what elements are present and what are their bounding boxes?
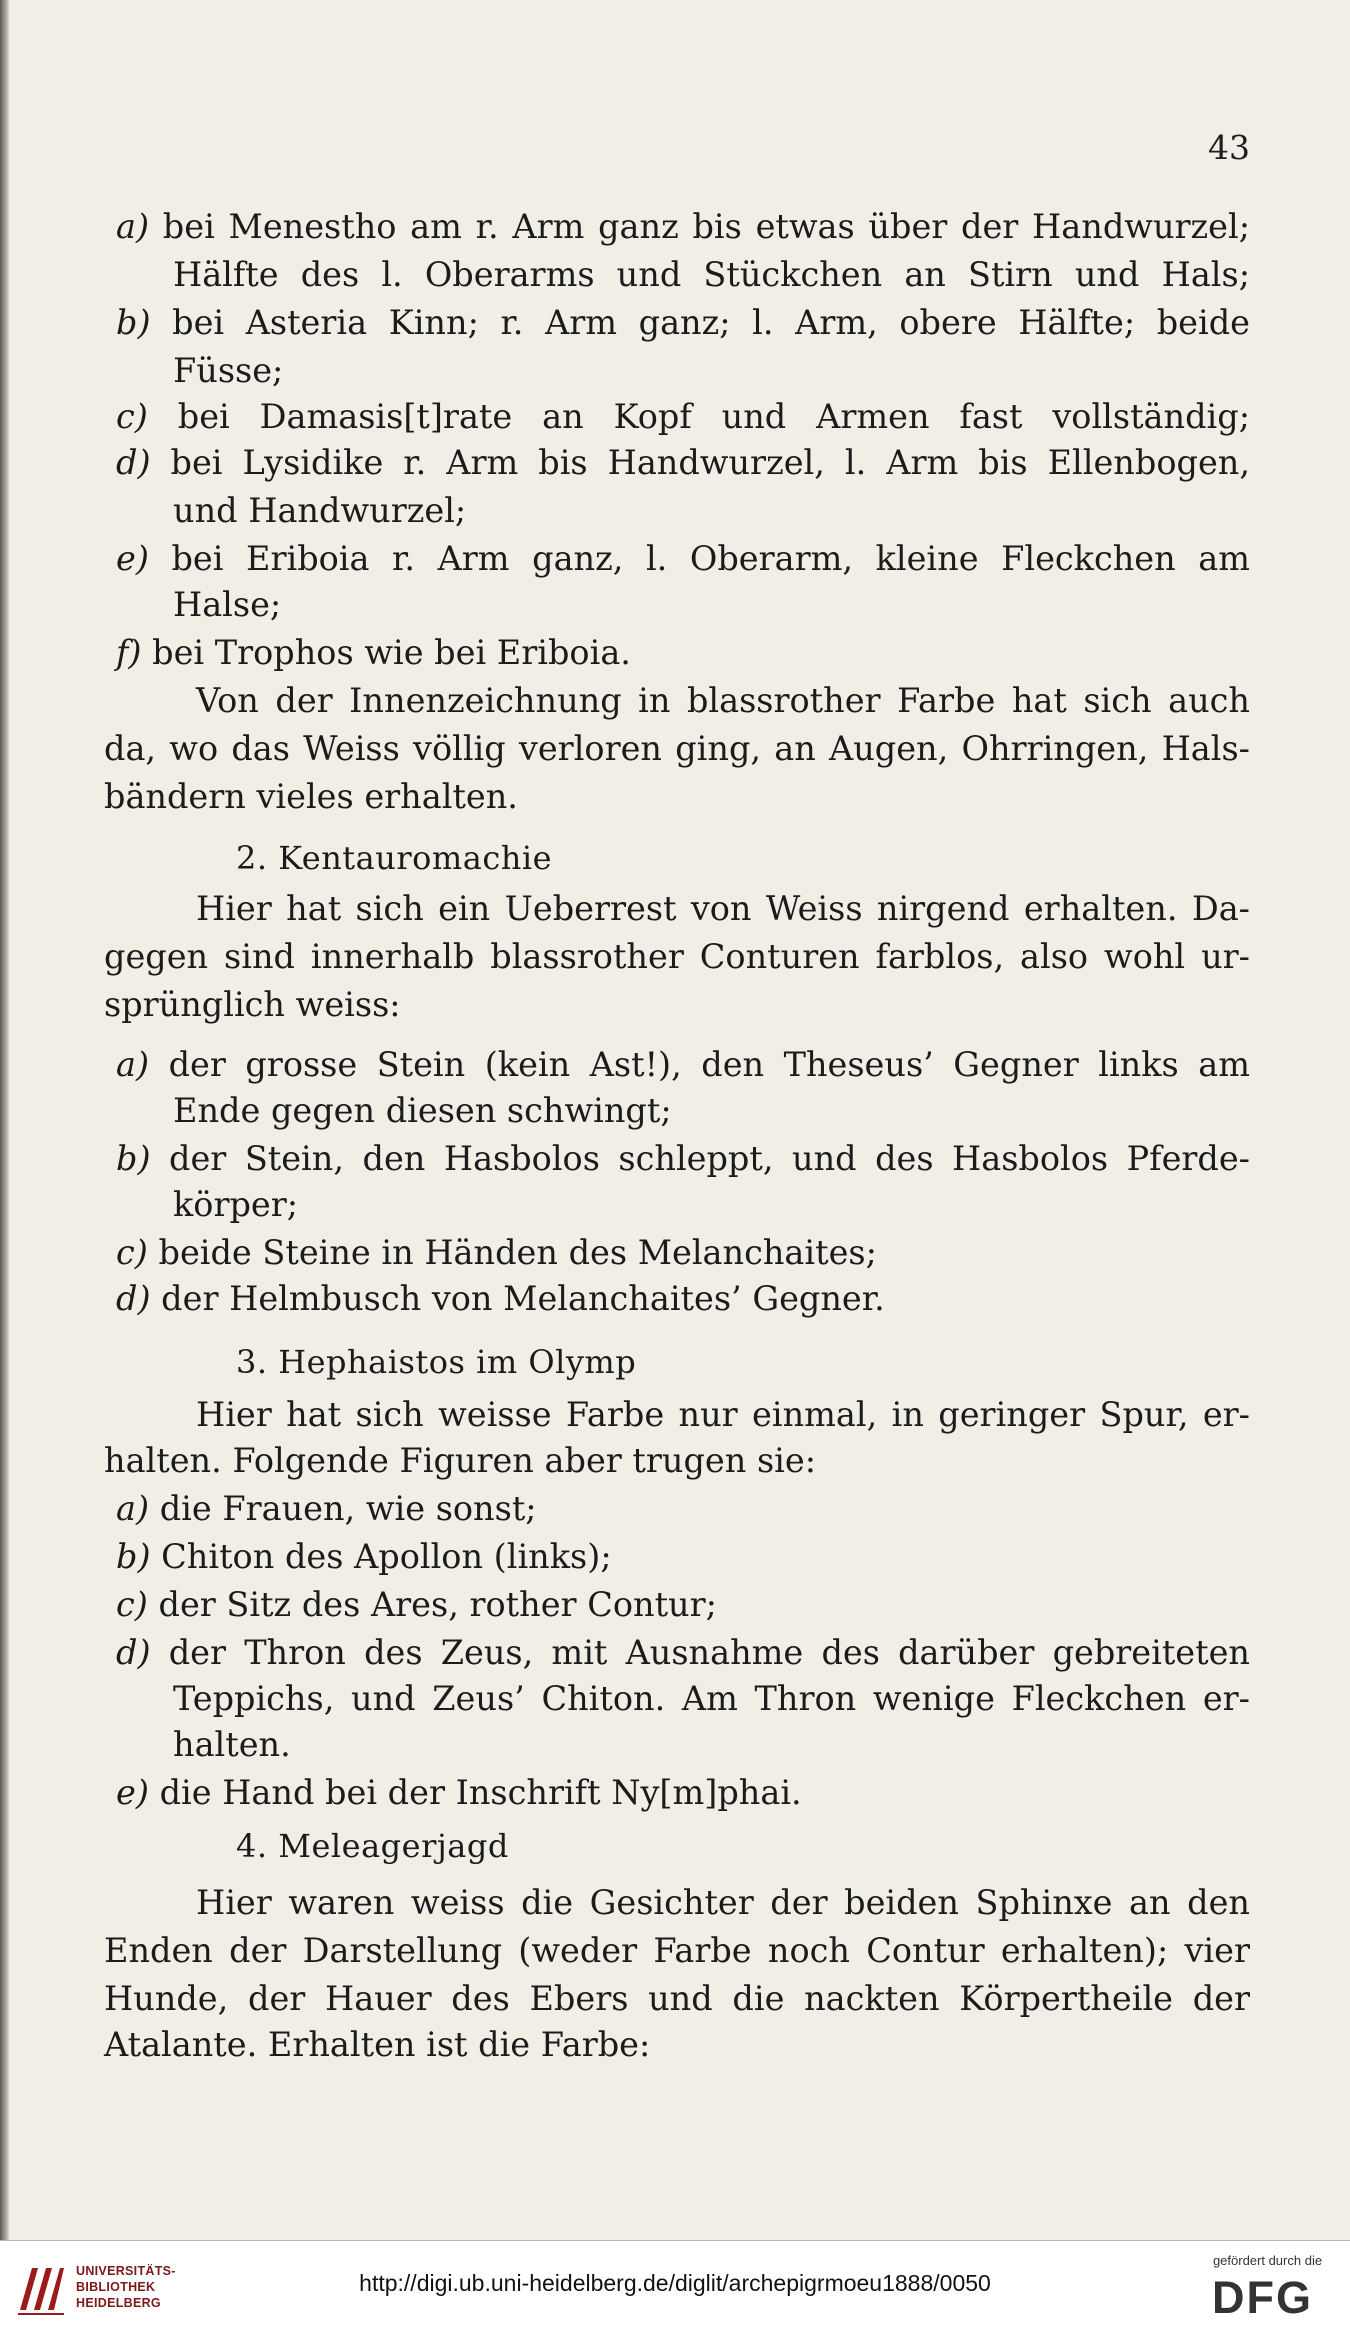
funding-caption: gefördert durch die xyxy=(1212,2253,1323,2268)
list-item-label: f) xyxy=(116,633,142,672)
text-line xyxy=(173,585,282,624)
text-line xyxy=(196,889,1250,928)
list-item xyxy=(116,1233,877,1272)
institution-line-3: HEIDELBERG xyxy=(76,2296,161,2310)
list-item-label: a) xyxy=(116,207,150,246)
line-text: bei Asteria Kinn; r. Arm ganz; l. Arm, obere Hälfte; beide xyxy=(172,303,1250,342)
line-text: bei Trophos wie bei Eriboia. xyxy=(152,633,631,672)
line-text: 2. Kentauromachie xyxy=(236,839,553,877)
list-item-label: c) xyxy=(116,1585,148,1624)
list-item-label: d) xyxy=(116,1633,151,1672)
line-text: Enden der Darstellung (weder Farbe noch Contur erhalten); vier xyxy=(104,1931,1250,1970)
line-text: Hier hat sich weisse Farbe nur einmal, in geringer Spur, er- xyxy=(196,1395,1250,1434)
list-item-label: d) xyxy=(116,443,151,482)
line-text: Hier waren weiss die Gesichter der beiden Sphinxe an den xyxy=(196,1883,1250,1922)
line-text: Füsse; xyxy=(173,351,284,390)
line-text: Ende gegen diesen schwingt; xyxy=(173,1091,672,1130)
line-text: Hier hat sich ein Ueberrest von Weiss nirgend erhalten. Da- xyxy=(196,889,1250,928)
list-item xyxy=(116,1773,802,1812)
line-text: die Hand bei der Inschrift Ny[m]phai. xyxy=(159,1773,802,1812)
list-item xyxy=(116,443,1250,482)
line-text: bändern vieles erhalten. xyxy=(104,777,518,816)
line-text: 4. Meleagerjagd xyxy=(236,1827,509,1865)
line-text: sprünglich weiss: xyxy=(104,985,401,1024)
list-item xyxy=(116,1279,885,1318)
permalink-url[interactable]: http://digi.ub.uni-heidelberg.de/diglit/archepigrmoeu1888/0050 xyxy=(359,2270,991,2296)
list-item xyxy=(116,1139,1250,1178)
line-text: beide Steine in Händen des Melanchaites; xyxy=(158,1233,877,1272)
line-text: gegen sind innerhalb blassrother Conturen farblos, also wohl ur- xyxy=(104,937,1250,976)
line-text: halten. Folgende Figuren aber trugen sie: xyxy=(104,1441,816,1480)
line-text: 3. Hephaistos im Olymp xyxy=(236,1343,637,1381)
text-line xyxy=(173,255,1250,294)
list-item-label: c) xyxy=(116,397,148,436)
text-line xyxy=(173,491,467,530)
line-text: Halse; xyxy=(173,585,282,624)
line-text: bei Menestho am r. Arm ganz bis etwas über der Handwurzel; xyxy=(162,207,1251,246)
section-heading xyxy=(236,1343,637,1381)
list-item xyxy=(116,539,1250,578)
institution-line-2: BIBLIOTHEK xyxy=(76,2280,156,2294)
line-text: Chiton des Apollon (links); xyxy=(161,1537,612,1576)
list-item xyxy=(116,1045,1250,1084)
line-text: und Handwurzel; xyxy=(173,491,467,530)
line-text: der Stein, den Hasbolos schleppt, und des Hasbolos Pferde- xyxy=(169,1139,1250,1178)
list-item-label: d) xyxy=(116,1279,151,1318)
list-item xyxy=(116,633,631,672)
line-text: Atalante. Erhalten ist die Farbe: xyxy=(104,2025,651,2064)
line-text: Hunde, der Hauer des Ebers und die nackten Körpertheile der xyxy=(104,1979,1250,2018)
text-line xyxy=(104,2025,651,2064)
list-item xyxy=(116,1585,717,1624)
text-line xyxy=(196,1883,1250,1922)
line-text: die Frauen, wie sonst; xyxy=(159,1489,537,1528)
list-item xyxy=(116,1537,612,1576)
text-line xyxy=(104,985,401,1024)
text-line xyxy=(173,1185,299,1224)
line-text: halten. xyxy=(173,1725,291,1764)
list-item xyxy=(116,1633,1250,1672)
list-item-label: a) xyxy=(116,1045,150,1084)
list-item-label: e) xyxy=(116,1773,149,1812)
list-item xyxy=(116,207,1251,246)
text-line xyxy=(173,1091,672,1130)
line-text: Hälfte des l. Oberarms und Stückchen an Stirn und Hals; xyxy=(173,255,1250,294)
text-line xyxy=(104,1931,1250,1970)
text-line xyxy=(104,1979,1250,2018)
dfg-logo: DFG xyxy=(1212,2272,1313,2323)
list-item-label: e) xyxy=(116,539,149,578)
page-number: 43 xyxy=(1208,128,1250,167)
list-item xyxy=(116,303,1250,342)
page-spine-shadow xyxy=(0,0,9,2240)
line-text: bei Lysidike r. Arm bis Handwurzel, l. Arm bis Ellenbogen, xyxy=(170,443,1250,482)
university-logo-icon xyxy=(14,2260,66,2318)
line-text: der grosse Stein (kein Ast!), den Theseus’ Gegner links am xyxy=(168,1045,1250,1084)
text-line xyxy=(104,1441,816,1480)
text-line xyxy=(104,729,1250,768)
line-text: der Sitz des Ares, rother Contur; xyxy=(158,1585,717,1624)
line-text: der Thron des Zeus, mit Ausnahme des darüber gebreiteten xyxy=(168,1633,1250,1672)
line-text: Teppichs, und Zeus’ Chiton. Am Thron wenige Fleckchen er- xyxy=(173,1679,1250,1718)
text-line xyxy=(104,777,518,816)
list-item-label: b) xyxy=(116,303,151,342)
text-line xyxy=(196,1395,1250,1434)
text-line xyxy=(104,937,1250,976)
section-heading xyxy=(236,1827,509,1865)
text-line xyxy=(173,1679,1250,1718)
line-text: da, wo das Weiss völlig verloren ging, an Augen, Ohrringen, Hals- xyxy=(104,729,1250,768)
line-text: der Helmbusch von Melanchaites’ Gegner. xyxy=(161,1279,885,1318)
list-item-label: a) xyxy=(116,1489,150,1528)
line-text: bei Damasis[t]rate an Kopf und Armen fast vollständig; xyxy=(177,397,1250,436)
list-item-label: b) xyxy=(116,1537,151,1576)
line-text: körper; xyxy=(173,1185,299,1224)
list-item xyxy=(116,397,1250,436)
line-text: bei Eriboia r. Arm ganz, l. Oberarm, kleine Fleckchen am xyxy=(171,539,1250,578)
line-text: Von der Innenzeichnung in blassrother Farbe hat sich auch xyxy=(196,681,1250,720)
list-item-label: b) xyxy=(116,1139,151,1178)
text-line xyxy=(196,681,1250,720)
list-item-label: c) xyxy=(116,1233,148,1272)
text-line xyxy=(173,351,284,390)
section-heading xyxy=(236,839,553,877)
institution-line-1: UNIVERSITÄTS- xyxy=(76,2264,176,2278)
text-line xyxy=(173,1725,291,1764)
list-item xyxy=(116,1489,537,1528)
